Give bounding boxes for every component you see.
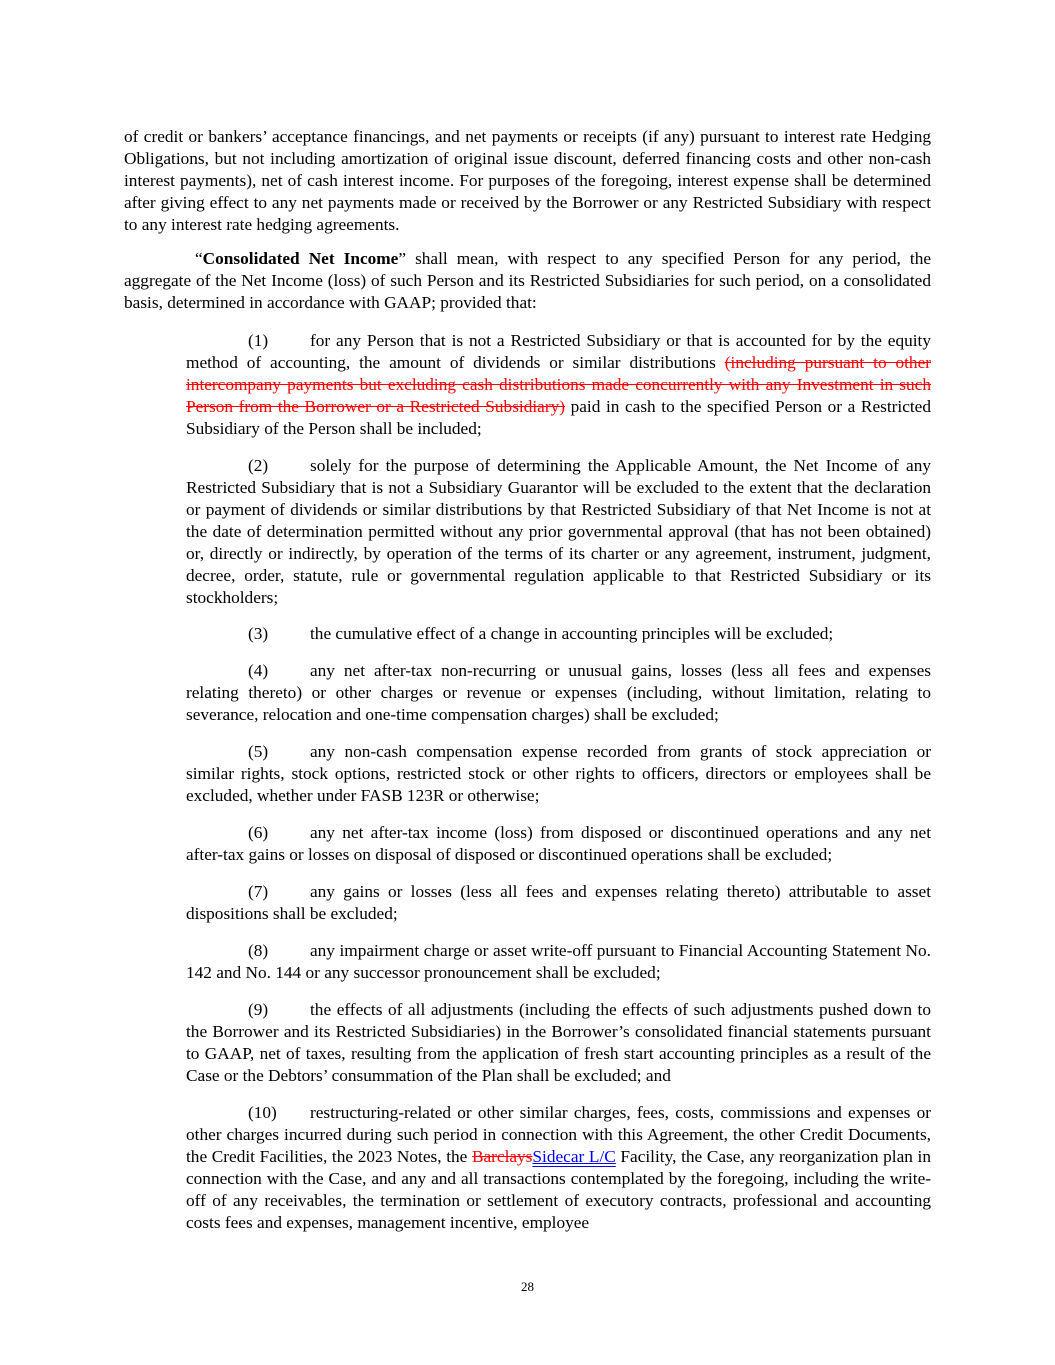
definition-body: ” shall mean, with respect to any specified Person for any period, the aggregate of the Net Income (loss) of such Person and its Restricted Subsidiaries for such period, on a consolidated basis, determined in accordance with GAAP; provided that:	[124, 249, 932, 312]
clause-text: any net after-tax non-recurring or unusual gains, losses (less all fees and expenses relating thereto) or other charges or revenue or expenses (including, without limitation, relating to severance, relocation and one-time compensation charges) shall be excluded;	[186, 661, 931, 724]
clause-number: (6)	[248, 823, 269, 842]
clause-6	[186, 822, 931, 866]
clause-text: any non-cash compensation expense recorded from grants of stock appreciation or similar rights, stock options, restricted stock or other rights to officers, directors or employees shall be excluded, whether under FASB 123R or otherwise;	[186, 742, 931, 805]
defined-term: Consolidated Net Income	[202, 249, 399, 268]
clause-text: the cumulative effect of a change in accounting principles will be excluded;	[310, 624, 834, 643]
clause-number: (3)	[248, 624, 269, 643]
clause-number: (7)	[248, 882, 269, 901]
clause-10	[186, 1102, 931, 1234]
definition-consolidated-net-income	[124, 248, 931, 314]
clause-text: paid in cash to the specified Person or a Restricted Subsidiary of the Person shall be included;	[186, 397, 931, 438]
inserted-text: Sidecar L/C	[532, 1147, 616, 1166]
open-quote: “	[195, 249, 203, 268]
clause-7	[186, 881, 931, 925]
clause-3	[186, 623, 931, 645]
clause-number: (9)	[248, 1000, 269, 1019]
clause-text: Facility, the Case, any reorganization plan in connection with the Case, and any and all transactions contemplated by the foregoing, including the write-off of any receivables, the termination or settlement of executory contracts, professional and accounting costs fees and expenses, management incentive, employee	[186, 1147, 931, 1232]
clause-8	[186, 940, 931, 984]
clause-number: (10)	[248, 1103, 277, 1122]
clause-number: (1)	[248, 331, 269, 350]
deleted-text: Barclays	[471, 1147, 533, 1166]
clause-5	[186, 741, 931, 807]
clause-4	[186, 660, 931, 726]
clause-number: (8)	[248, 941, 269, 960]
clause-2	[186, 455, 931, 609]
clause-text: any impairment charge or asset write-off pursuant to Financial Accounting Statement No. 142 and No. 144 or any successor pronouncement shall be excluded;	[186, 941, 931, 982]
clause-9	[186, 999, 931, 1087]
deleted-text: (including pursuant to other intercompany payments but excluding cash distributions made concurrently with any Investment in such Person from the Borrower or a Restricted Subsidiary)	[186, 353, 931, 416]
clause-text: any gains or losses (less all fees and expenses relating thereto) attributable to asset dispositions shall be excluded;	[186, 882, 931, 923]
clause-text: solely for the purpose of determining the Applicable Amount, the Net Income of any Restricted Subsidiary that is not a Subsidiary Guarantor will be excluded to the extent that the declaration or payment of dividends or similar distributions by that Restricted Subsidiary of that Net Income is not at the date of determination permitted without any prior governmental approval (that has not been obtained) or, directly or indirectly, by operation of the terms of its charter or any agreement, instrument, judgment, decree, order, statute, rule or governmental regulation applicable to that Restricted Subsidiary or its stockholders;	[186, 456, 931, 607]
clause-number: (5)	[248, 742, 269, 761]
clause-1	[186, 330, 931, 440]
intro-paragraph: of credit or bankers’ acceptance financings, and net payments or receipts (if any) pursuant to interest rate Hedging Obligations, but not including amortization of original issue discount, deferred financing costs and other non-cash interest payments), net of cash interest income. For purposes of the foregoing, interest expense shall be determined after giving effect to any net payments made or received by the Borrower or any Restricted Subsidiary with respect to any interest rate hedging agreements.	[124, 127, 931, 234]
page-number: 28	[521, 1279, 534, 1294]
clause-number: (2)	[248, 456, 269, 475]
clause-text: restructuring-related or other similar charges, fees, costs, commissions and expenses or other charges incurred during such period in connection with this Agreement, the other Credit Documents, the Credit Facilities, the 2023 Notes, the	[186, 1103, 931, 1166]
clause-text: any net after-tax income (loss) from disposed or discontinued operations and any net after-tax gains or losses on disposal of disposed or discontinued operations shall be excluded;	[186, 823, 931, 864]
clause-text: the effects of all adjustments (including the effects of such adjustments pushed down to the Borrower and its Restricted Subsidiaries) in the Borrower’s consolidated financial statements pursuant to GAAP, net of taxes, resulting from the application of fresh start accounting principles as a result of the Case or the Debtors’ consummation of the Plan shall be excluded; and	[186, 1000, 931, 1085]
clause-number: (4)	[248, 661, 269, 680]
clause-text: for any Person that is not a Restricted Subsidiary or that is accounted for by the equity method of accounting, the amount of dividends or similar distributions	[186, 331, 931, 372]
